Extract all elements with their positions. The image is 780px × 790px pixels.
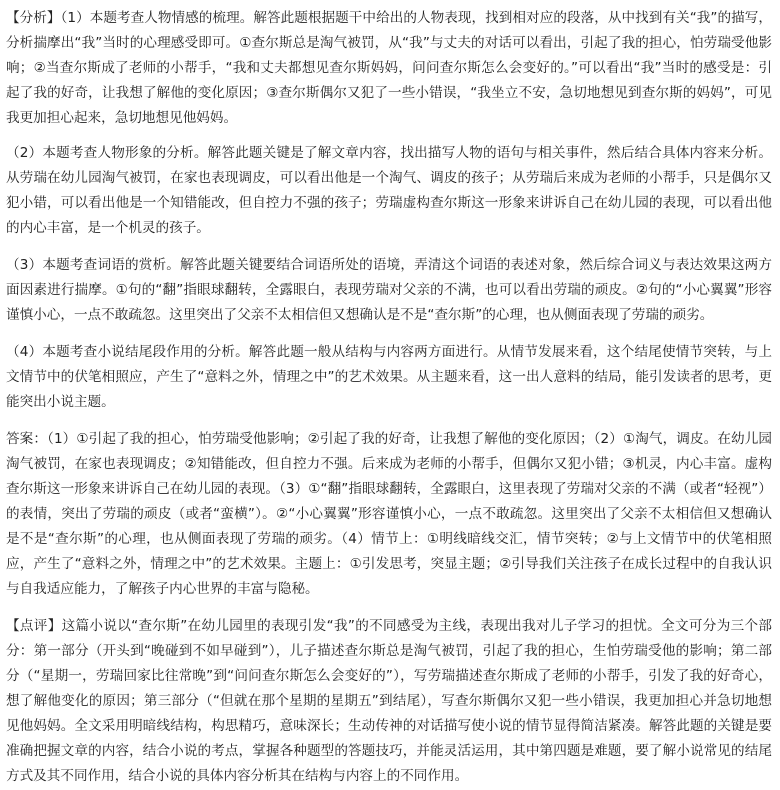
analysis-paragraph-3: （3）本题考查词语的赏析。解答此题关键要结合词语所处的语境，弄清这个词语的表述对象，然后综合词义与表达效果这两方面因素进行揣摩。①句的“翻”指眼球翻转，全露眼白，表现劳瑞对父亲的不满，也可以看出劳瑞的顽皮。②句的“小心翼翼”形容谨慎小心，一点不敢疏忽。这里突出了父亲不太相信但又想确认是不是“查尔斯”的心理，也从侧面表现了劳瑞的顽劣。 bbox=[6, 257, 772, 323]
analysis-paragraph-1 bbox=[6, 6, 772, 131]
comment-text: 这篇小说以“查尔斯”在幼儿园里的表现引发“我”的不同感受为主线，表现出我对儿子学习的担忧。全文可分为三个部分：第一部分（开头到“晚碰到不如早碰到”），儿子描述查尔斯总是淘气被罚，引起了我的担心，生怕劳瑞受他的影响；第二部分（“星期一，劳瑞回家比往常晚”到“问问查尔斯怎么会变好的”），写劳瑞描述查尔斯成了老师的小帮手，引发了我的好奇心，想了解他变化的原因；第三部分（“但就在那个星期的星期五”到结尾），写查尔斯偶尔又犯一些小错误，我更加担心并急切地想见他妈妈。全文采用明暗线结构，构思精巧，意味深长；生动传神的对话描写使小说的情节显得简洁紧凑。解答此题的关键是要准确把握文章的内容，结合小说的考点，掌握各种题型的答题技巧，并能灵活运用，其中第四题是难题，要了解小说常见的结尾方式及其不同作用，结合小说的具体内容分析其在结构与内容上的不同作用。 bbox=[6, 618, 773, 784]
analysis-paragraph-4: （4）本题考查小说结尾段作用的分析。解答此题一般从结构与内容两方面进行。从情节发展来看，这个结尾使情节突转，与上文情节中的伏笔相照应，产生了“意料之外，情理之中”的艺术效果。从主题来看，这一出人意料的结局，能引发读者的思考，更能突出小说主题。 bbox=[6, 344, 772, 410]
comment-tag: 【点评】 bbox=[6, 618, 62, 634]
comment-paragraph bbox=[6, 614, 772, 789]
analysis-tag: 【分析】 bbox=[6, 10, 61, 26]
analysis-paragraph-2: （2）本题考查人物形象的分析。解答此题关键是了解文章内容，找出描写人物的语句与相关事件，然后结合具体内容来分析。从劳瑞在幼儿园淘气被罚，在家也表现调皮，可以看出他是一个淘气、调皮的孩子；从劳瑞后来成为老师的小帮手，只是偶尔又犯小错，可以看出他是一个知错能改，但自控力不强的孩子；劳瑞虚构查尔斯这一形象来讲诉自己在幼儿园的表现，可以看出他的内心丰富，是一个机灵的孩子。 bbox=[6, 145, 772, 236]
analysis-text-1: （1）本题考查人物情感的梳理。解答此题根据题干中给出的人物表现，找到相对应的段落，从中找到有关“我”的描写，分析揣摩出“我”当时的心理感受即可。①查尔斯总是淘气被罚，从“我”与丈夫的对话可以看出，引起了我的担心，怕劳瑞受他影响；②当查尔斯成了老师的小帮手，“我和丈夫都想见查尔斯妈妈，问问查尔斯怎么会变好的。”可以看出“我”当时的感受是：引起了我的好奇，让我想了解他的变化原因；③查尔斯偶尔又犯了一些小错误，“我坐立不安，急切地想见到查尔斯的妈妈”，可见我更加担心起来，急切地想见他妈妈。 bbox=[6, 10, 772, 126]
answer-paragraph: 答案：（1）①引起了我的担心，怕劳瑞受他影响；②引起了我的好奇，让我想了解他的变化原因；（2）①淘气，调皮。在幼儿园淘气被罚，在家也表现调皮；②知错能改，但自控力不强。后来成为老师的小帮手，但偶尔又犯小错；③机灵，内心丰富。虚构查尔斯这一形象来讲诉自己在幼儿园的表现。（3）①“翻”指眼球翻转，全露眼白，这里表现了劳瑞对父亲的不满（或者“轻视”）的表情，突出了劳瑞的顽皮（或者“蛮横”）。②“小心翼翼”形容谨慎小心，一点不敢疏忽。这里突出了父亲不太相信但又想确认是不是“查尔斯”的心理，也从侧面表现了劳瑞的顽劣。（4）情节上：①明线暗线交汇，情节突转；②与上文情节中的伏笔相照应，产生了“意料之外，情理之中”的艺术效果。主题上：①引发思考，突显主题；②引导我们关注孩子在成长过程中的自我认识与自我适应能力，了解孩子内心世界的丰富与隐秘。 bbox=[6, 431, 772, 597]
